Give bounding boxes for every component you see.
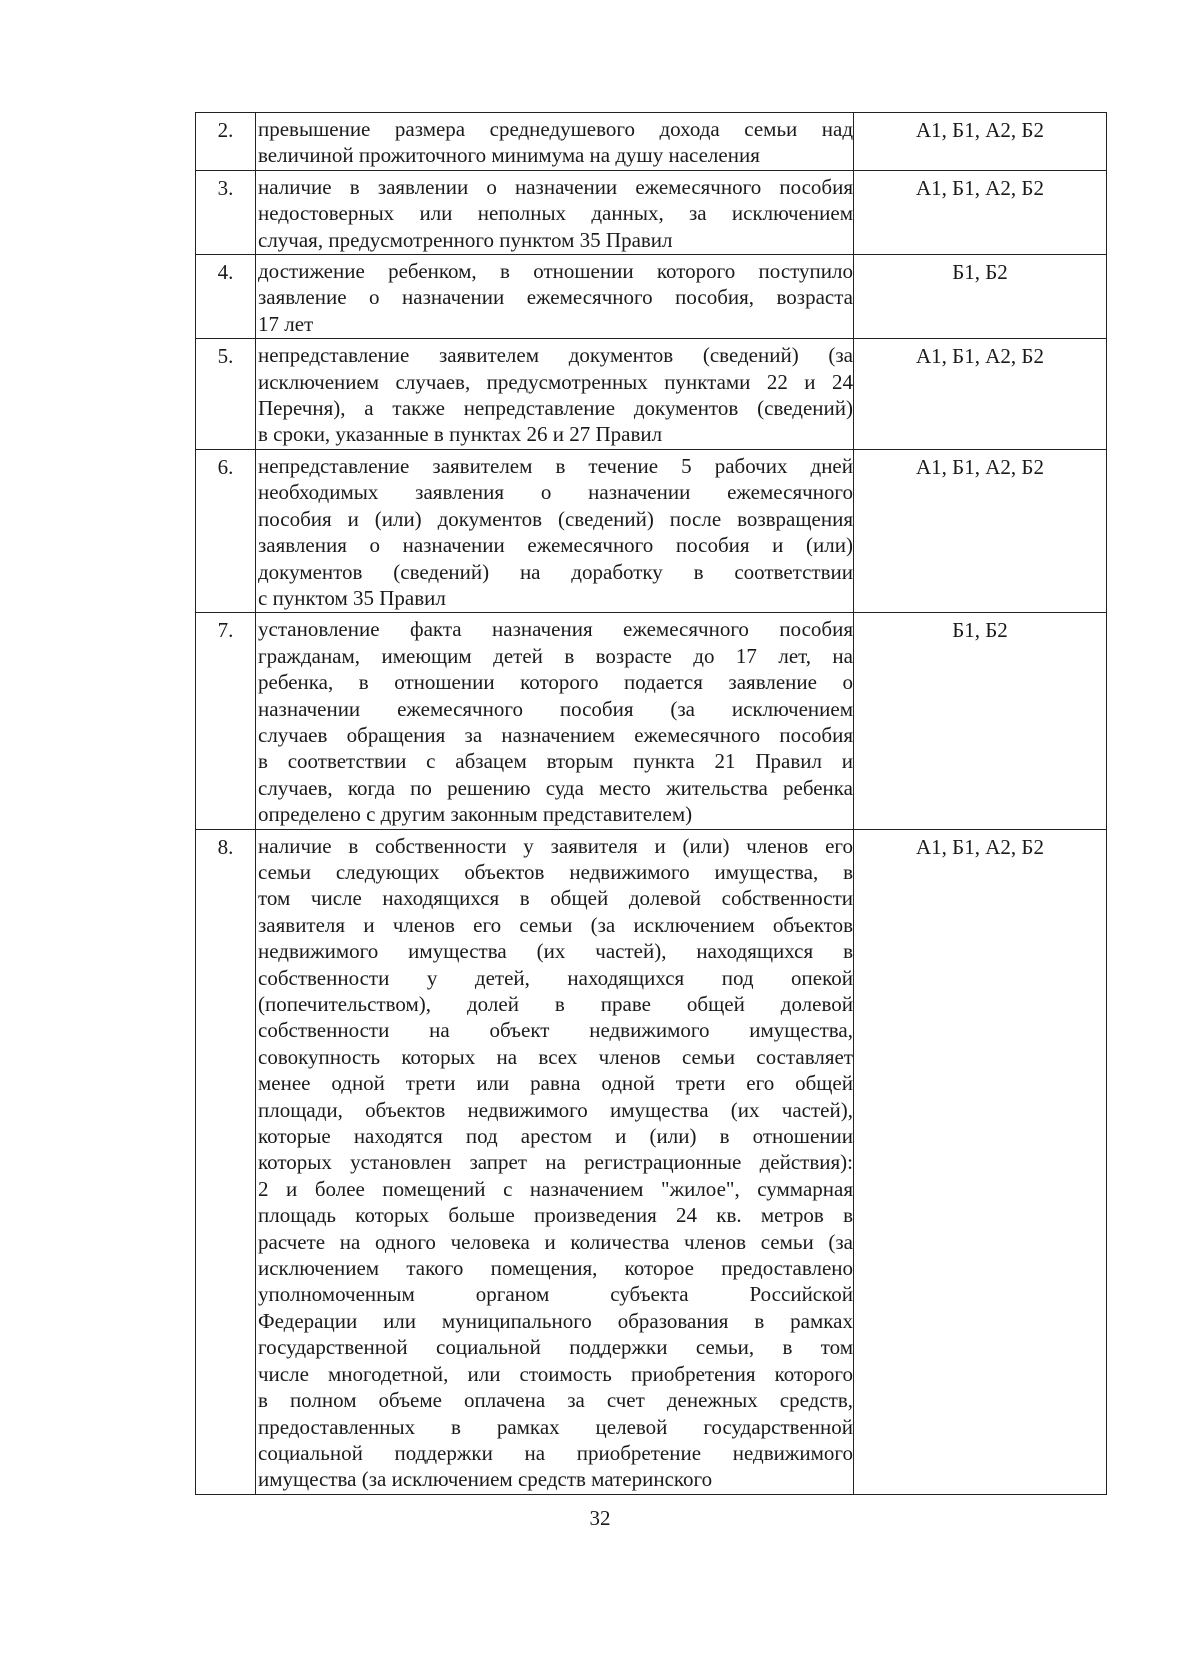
description-line: исключением случаев, предусмотренных пунктами 22 и 24: [258, 369, 853, 394]
row-codes: А1, Б1, А2, Б2: [854, 339, 1107, 450]
description-line: документов (сведений) на доработку в соответствии: [258, 559, 853, 584]
table-row: [196, 613, 1107, 829]
description-line: имущества (за исключением средств материнского: [258, 1467, 713, 1492]
row-description: [256, 339, 854, 450]
description-line: назначении ежемесячного пособия (за исключением: [258, 696, 853, 721]
table-body: [196, 113, 1107, 1495]
description-line: собственности у детей, находящихся под опекой: [258, 965, 853, 990]
description-line: том числе находящихся в общей долевой собственности: [258, 886, 853, 911]
row-number: 2.: [196, 113, 256, 171]
row-codes: А1, Б1, А2, Б2: [854, 170, 1107, 254]
row-number: 6.: [196, 449, 256, 612]
table-row: [196, 113, 1107, 171]
description-line: в соответствии с абзацем вторым пункта 21 Правил и: [258, 749, 853, 774]
description-line: случаев обращения за назначением ежемесячного пособия: [258, 722, 853, 747]
row-description: [256, 170, 854, 254]
row-codes: А1, Б1, А2, Б2: [854, 113, 1107, 171]
description-line: 2 и более помещений с назначением "жилое", суммарная: [258, 1176, 853, 1201]
description-line: (попечительством), долей в праве общей долевой: [258, 992, 853, 1016]
description-line: менее одной трети или равна одной трети его общей: [258, 1071, 853, 1096]
table-row: [196, 449, 1107, 612]
row-description: [256, 449, 854, 612]
description-line: величиной прожиточного минимума на душу населения: [258, 143, 760, 168]
row-codes: А1, Б1, А2, Б2: [854, 829, 1107, 1494]
description-line: ребенка, в отношении которого подается заявление о: [258, 670, 853, 695]
description-line: наличие в собственности у заявителя и (или) членов его: [258, 833, 853, 858]
description-line: собственности на объект недвижимого имущества,: [258, 1018, 853, 1043]
description-line: в сроки, указанные в пунктах 26 и 27 Правил: [258, 422, 663, 447]
description-line: непредставление заявителем в течение 5 рабочих дней: [258, 453, 853, 478]
row-description: [256, 255, 854, 339]
row-description: [256, 613, 854, 829]
description-line: социальной поддержки на приобретение недвижимого: [258, 1440, 853, 1465]
description-line: Перечня), а также непредставление документов (сведений): [258, 396, 853, 421]
description-line: заявления о назначении ежемесячного пособия и (или): [258, 533, 853, 558]
description-line: площадь которых больше произведения 24 кв. метров в: [258, 1203, 853, 1228]
row-description: [256, 829, 854, 1494]
description-line: семьи следующих объектов недвижимого имущества, в: [258, 859, 853, 884]
description-line: наличие в заявлении о назначении ежемесячного пособия: [258, 174, 853, 199]
description-line: заявителя и членов его семьи (за исключением объектов: [258, 912, 853, 937]
description-line: заявление о назначении ежемесячного пособия, возраста: [258, 285, 853, 310]
description-line: совокупность которых на всех членов семьи составляет: [258, 1044, 853, 1069]
row-number: 3.: [196, 170, 256, 254]
row-codes: А1, Б1, А2, Б2: [854, 449, 1107, 612]
description-line: непредставление заявителем документов (сведений) (за: [258, 343, 853, 368]
description-line: исключением такого помещения, которое предоставлено: [258, 1256, 853, 1281]
description-line: Федерации или муниципального образования в рамках: [258, 1308, 853, 1333]
description-line: определено с другим законным представителем): [258, 802, 693, 827]
row-number: 8.: [196, 829, 256, 1494]
row-number: 5.: [196, 339, 256, 450]
table-row: [196, 829, 1107, 1494]
description-line: расчете на одного человека и количества членов семьи (за: [258, 1229, 853, 1254]
page-number: 32: [589, 1506, 611, 1530]
description-line: недвижимого имущества (их частей), находящихся в: [258, 939, 853, 964]
description-line: необходимых заявления о назначении ежемесячного: [258, 480, 853, 505]
description-line: в полном объеме оплачена за счет денежных средств,: [258, 1388, 853, 1413]
description-line: которых установлен запрет на регистрационные действия):: [258, 1150, 853, 1175]
description-line: которые находятся под арестом и (или) в отношении: [258, 1124, 853, 1149]
description-line: с пунктом 35 Правил: [258, 585, 446, 610]
description-line: достижение ребенком, в отношении которого поступило: [258, 259, 853, 284]
description-line: уполномоченным органом субъекта Российской: [258, 1282, 853, 1307]
description-line: площади, объектов недвижимого имущества (их частей),: [258, 1097, 853, 1122]
table-row: [196, 170, 1107, 254]
row-description: [256, 113, 854, 171]
description-line: 17 лет: [258, 311, 314, 336]
table-row: [196, 339, 1107, 450]
description-line: пособия и (или) документов (сведений) после возвращения: [258, 506, 853, 531]
row-number: 7.: [196, 613, 256, 829]
description-line: случаев, когда по решению суда место жительства ребенка: [258, 775, 853, 800]
row-codes: Б1, Б2: [854, 613, 1107, 829]
description-line: недостоверных или неполных данных, за исключением: [258, 201, 853, 226]
criteria-table: [195, 112, 1107, 1495]
description-line: гражданам, имеющим детей в возрасте до 17 лет, на: [258, 643, 853, 668]
row-codes: Б1, Б2: [854, 255, 1107, 339]
row-number: 4.: [196, 255, 256, 339]
description-line: случая, предусмотренного пунктом 35 Правил: [258, 227, 673, 252]
description-line: превышение размера среднедушевого дохода семьи над: [258, 117, 853, 141]
description-line: числе многодетной, или стоимость приобретения которого: [258, 1361, 853, 1386]
description-line: установление факта назначения ежемесячного пособия: [258, 617, 853, 642]
table-row: [196, 255, 1107, 339]
description-line: государственной социальной поддержки семьи, в том: [258, 1335, 853, 1360]
description-line: предоставленных в рамках целевой государственной: [258, 1414, 853, 1439]
